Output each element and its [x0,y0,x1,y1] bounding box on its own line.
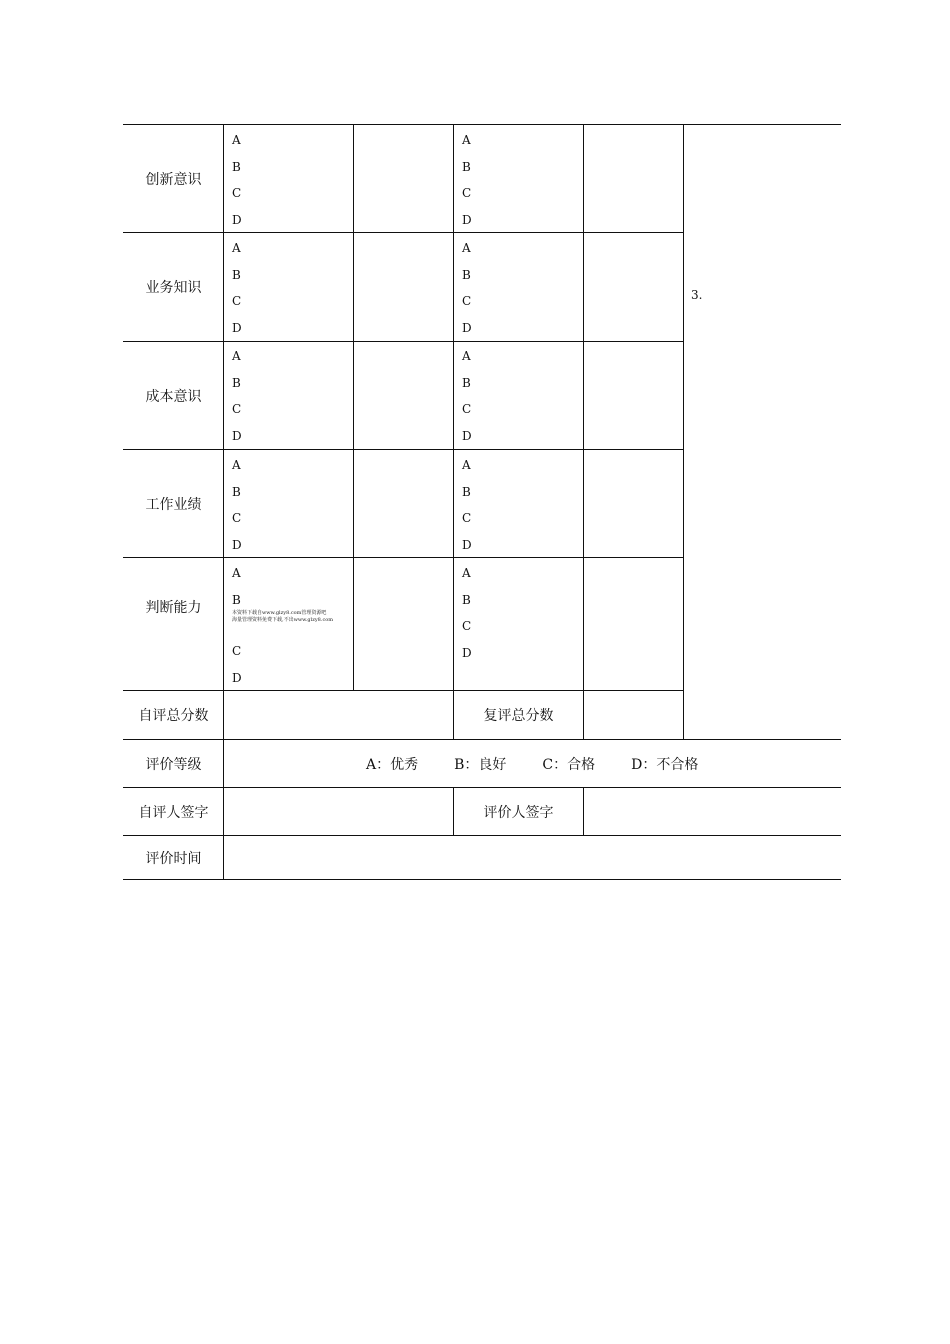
option-b[interactable]: B [232,375,241,390]
option-c[interactable]: C [232,294,242,308]
criterion-label: 成本意识 [145,388,202,405]
option-a[interactable]: A [232,566,241,580]
option-b[interactable]: B [232,267,241,282]
grade-legend [366,754,698,774]
option-c[interactable]: C [232,186,242,200]
col-line-label [223,124,224,880]
option-a[interactable]: A [232,458,241,472]
comment-cell[interactable]: 3. [691,288,703,302]
criterion-label: 判断能力 [145,600,202,616]
option-c[interactable]: C [462,619,472,633]
self-options[interactable] [232,127,242,233]
grade-label: 评价等级 [145,756,202,773]
review-options[interactable] [462,235,472,341]
col-line-self-score [353,124,354,691]
option-d[interactable]: D [232,212,242,227]
review-total-input[interactable] [584,691,683,739]
col-line-review-options [453,124,454,739]
option-d[interactable]: D [232,428,242,443]
review-options[interactable] [462,452,472,558]
option-d[interactable]: D [232,537,242,552]
option-d[interactable]: D [462,537,472,552]
option-d[interactable]: D [232,670,242,685]
option-a[interactable]: A [462,458,471,472]
option-a[interactable]: A [462,133,471,147]
criterion-label: 业务知识 [145,280,202,296]
grade-item: D：不合格 [631,757,699,773]
reviewer-signature-label: 评价人签字 [483,804,554,821]
self-options[interactable] [232,452,242,558]
option-d[interactable]: D [462,645,472,660]
option-b[interactable]: B [462,375,471,390]
criterion-label: 工作业绩 [145,496,202,513]
self-signature-input[interactable] [224,788,453,835]
watermark-line-2: 海量管理资料免费下载,不出www.glzy8.com [232,617,334,623]
review-options[interactable] [462,127,472,233]
self-options-continued[interactable] [232,638,242,691]
option-b[interactable]: B [462,484,471,499]
option-b[interactable]: B [232,159,241,174]
option-b[interactable]: B [462,159,471,174]
criterion-label: 创新意识 [145,171,202,188]
col-line-comment [683,124,684,739]
option-d[interactable]: D [232,320,242,335]
watermark-line-1: 本资料下载自www.glzy8.com管理资源吧 [232,610,327,616]
option-c[interactable]: C [232,644,242,658]
rule-bottom [123,879,841,880]
option-d[interactable]: D [462,428,472,443]
option-d[interactable]: D [462,212,472,227]
rule-top [123,124,841,125]
reviewer-signature-input[interactable] [584,788,841,835]
option-a[interactable]: A [232,133,241,147]
option-c[interactable]: C [462,402,472,416]
evaluation-time-input[interactable] [224,836,841,879]
option-a[interactable]: A [462,566,471,580]
self-total-input[interactable] [224,691,453,739]
option-c[interactable]: C [232,511,242,525]
review-options[interactable] [462,560,472,666]
option-a[interactable]: A [462,241,471,255]
self-options[interactable] [232,235,242,341]
option-c[interactable]: C [232,402,242,416]
option-c[interactable]: C [462,186,472,200]
option-b[interactable]: B [462,267,471,282]
review-options[interactable] [462,343,472,449]
grade-item: C：合格 [542,757,596,773]
col-line-review-score [583,124,584,739]
option-a[interactable]: A [232,241,241,255]
option-b[interactable]: B [462,592,471,607]
rule-totals-bottom [123,739,841,740]
option-b[interactable]: B [232,484,241,499]
option-b[interactable]: B [232,592,241,607]
option-a[interactable]: A [232,349,241,363]
option-a[interactable]: A [462,349,471,363]
evaluation-time-label: 评价时间 [145,850,202,867]
self-signature-label: 自评人签字 [138,804,209,821]
self-options[interactable] [232,343,242,449]
option-d[interactable]: D [462,320,472,335]
review-total-label: 复评总分数 [483,708,554,724]
option-c[interactable]: C [462,294,472,308]
grade-item: B：良好 [454,757,507,773]
grade-item: A：优秀 [366,757,419,773]
self-total-label: 自评总分数 [138,708,209,724]
self-options[interactable] [232,560,241,613]
watermark-note [232,610,333,624]
option-c[interactable]: C [462,511,472,525]
